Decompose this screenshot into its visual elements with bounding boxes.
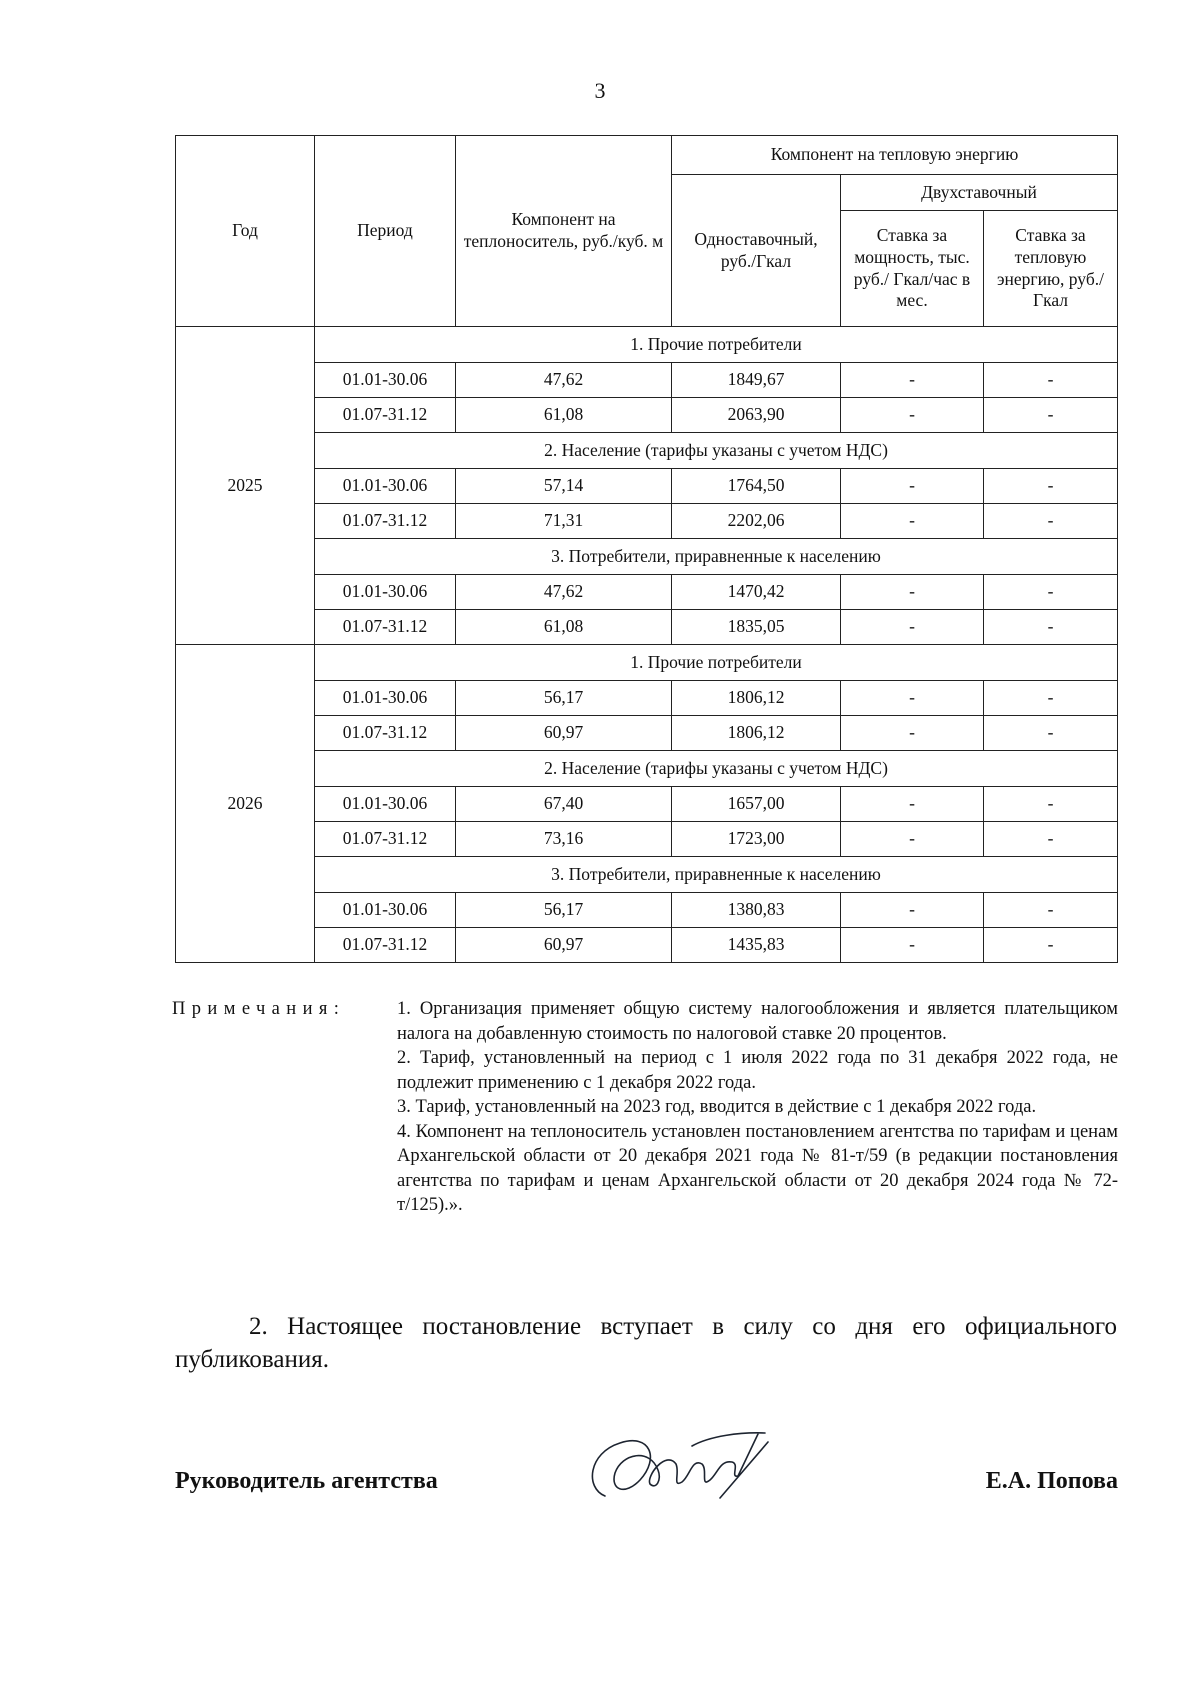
section-row (176, 539, 1118, 575)
section-row (176, 857, 1118, 893)
cell-coolant: 61,08 (456, 610, 672, 645)
cell-capacity: - (841, 893, 984, 928)
cell-single: 1470,42 (672, 575, 841, 610)
note-item: 3. Тариф, установленный на 2023 год, вводится в действие с 1 декабря 2022 года. (397, 1097, 1037, 1117)
cell-capacity: - (841, 469, 984, 504)
tariff-table (175, 135, 1118, 963)
cell-capacity: - (841, 681, 984, 716)
table-row (176, 716, 1118, 751)
section-row (176, 645, 1118, 681)
cell-period: 01.01-30.06 (315, 363, 456, 398)
cell-period: 01.01-30.06 (315, 575, 456, 610)
signatory-name: Е.А. Попова (985, 1468, 1118, 1494)
cell-coolant: 60,97 (456, 928, 672, 963)
cell-single: 1764,50 (672, 469, 841, 504)
section-title: 1. Прочие потребители (315, 327, 1118, 363)
cell-coolant: 56,17 (456, 893, 672, 928)
cell-capacity: - (841, 575, 984, 610)
cell-capacity: - (841, 787, 984, 822)
cell-energy: - (984, 681, 1118, 716)
year-cell: 2026 (176, 645, 315, 963)
cell-coolant: 56,17 (456, 681, 672, 716)
note-item: 1. Организация применяет общую систему налогообложения и является плательщиком налога на добавленную стоимость по налоговой ставке 20 процентов. (397, 999, 1118, 1044)
table-row (176, 363, 1118, 398)
year-cell: 2025 (176, 327, 315, 645)
cell-capacity: - (841, 610, 984, 645)
cell-energy: - (984, 363, 1118, 398)
notes-label: Примечания: (172, 999, 346, 1019)
cell-period: 01.07-31.12 (315, 716, 456, 751)
cell-period: 01.07-31.12 (315, 822, 456, 857)
note-item: 4. Компонент на теплоноситель установлен постановлением агентства по тарифам и ценам Архангельской области от 20 декабря 2021 года № 81-т/59 (в редакции постановления агентства по тарифам и ценам Архангельской области от 20 декабря 2024 года № 72-т/125).». (397, 1121, 1118, 1215)
cell-energy: - (984, 893, 1118, 928)
table-row (176, 504, 1118, 539)
cell-period: 01.01-30.06 (315, 681, 456, 716)
signatory-position: Руководитель агентства (175, 1468, 438, 1494)
cell-single: 1657,00 (672, 787, 841, 822)
table-row (176, 469, 1118, 504)
notes-list (397, 997, 1118, 1218)
cell-single: 1723,00 (672, 822, 841, 857)
cell-coolant: 47,62 (456, 363, 672, 398)
cell-coolant: 61,08 (456, 398, 672, 433)
cell-capacity: - (841, 928, 984, 963)
handwritten-signature (580, 1418, 780, 1513)
effective-clause: 2. Настоящее постановление вступает в силу со дня его официального публикования. (175, 1313, 1117, 1373)
cell-coolant: 71,31 (456, 504, 672, 539)
header-energy-group: Компонент на тепловую энергию (672, 136, 1118, 175)
cell-period: 01.01-30.06 (315, 893, 456, 928)
table-row (176, 928, 1118, 963)
cell-period: 01.07-31.12 (315, 610, 456, 645)
header-energy-rate: Ставка за тепловую энергию, руб./Гкал (984, 211, 1118, 327)
cell-energy: - (984, 716, 1118, 751)
cell-coolant: 60,97 (456, 716, 672, 751)
cell-energy: - (984, 575, 1118, 610)
cell-coolant: 47,62 (456, 575, 672, 610)
section-title: 2. Население (тарифы указаны с учетом НДС) (315, 751, 1118, 787)
table-row (176, 575, 1118, 610)
cell-energy: - (984, 610, 1118, 645)
cell-period: 01.07-31.12 (315, 504, 456, 539)
cell-single: 2063,90 (672, 398, 841, 433)
cell-energy: - (984, 398, 1118, 433)
cell-capacity: - (841, 398, 984, 433)
note-item: 2. Тариф, установленный на период с 1 июля 2022 года по 31 декабря 2022 года, не подлежит применению с 1 декабря 2022 года. (397, 1048, 1118, 1093)
section-row (176, 327, 1118, 363)
header-period: Период (315, 136, 456, 327)
cell-period: 01.07-31.12 (315, 398, 456, 433)
cell-coolant: 67,40 (456, 787, 672, 822)
cell-capacity: - (841, 822, 984, 857)
cell-period: 01.07-31.12 (315, 928, 456, 963)
cell-period: 01.01-30.06 (315, 469, 456, 504)
header-year: Год (176, 136, 315, 327)
header-capacity-rate: Ставка за мощность, тыс. руб./ Гкал/час в мес. (841, 211, 984, 327)
cell-energy: - (984, 504, 1118, 539)
cell-energy: - (984, 928, 1118, 963)
cell-coolant: 73,16 (456, 822, 672, 857)
cell-capacity: - (841, 363, 984, 398)
section-title: 3. Потребители, приравненные к населению (315, 539, 1118, 575)
cell-single: 1806,12 (672, 716, 841, 751)
cell-single: 1806,12 (672, 681, 841, 716)
cell-single: 1849,67 (672, 363, 841, 398)
cell-energy: - (984, 469, 1118, 504)
header-coolant: Компонент на теплоноситель, руб./куб. м (456, 136, 672, 327)
table-row (176, 787, 1118, 822)
section-title: 3. Потребители, приравненные к населению (315, 857, 1118, 893)
cell-energy: - (984, 787, 1118, 822)
table-row (176, 822, 1118, 857)
table-row (176, 893, 1118, 928)
cell-single: 1380,83 (672, 893, 841, 928)
section-row (176, 751, 1118, 787)
header-single-rate: Одноставочный, руб./Гкал (672, 175, 841, 327)
table-row (176, 610, 1118, 645)
section-title: 1. Прочие потребители (315, 645, 1118, 681)
cell-capacity: - (841, 504, 984, 539)
page-number: 3 (594, 78, 606, 103)
section-title: 2. Население (тарифы указаны с учетом НДС) (315, 433, 1118, 469)
cell-capacity: - (841, 716, 984, 751)
cell-single: 2202,06 (672, 504, 841, 539)
cell-period: 01.01-30.06 (315, 787, 456, 822)
cell-coolant: 57,14 (456, 469, 672, 504)
cell-single: 1435,83 (672, 928, 841, 963)
table-row (176, 681, 1118, 716)
cell-energy: - (984, 822, 1118, 857)
table-row (176, 398, 1118, 433)
cell-single: 1835,05 (672, 610, 841, 645)
section-row (176, 433, 1118, 469)
header-two-rate: Двухставочный (841, 175, 1118, 211)
